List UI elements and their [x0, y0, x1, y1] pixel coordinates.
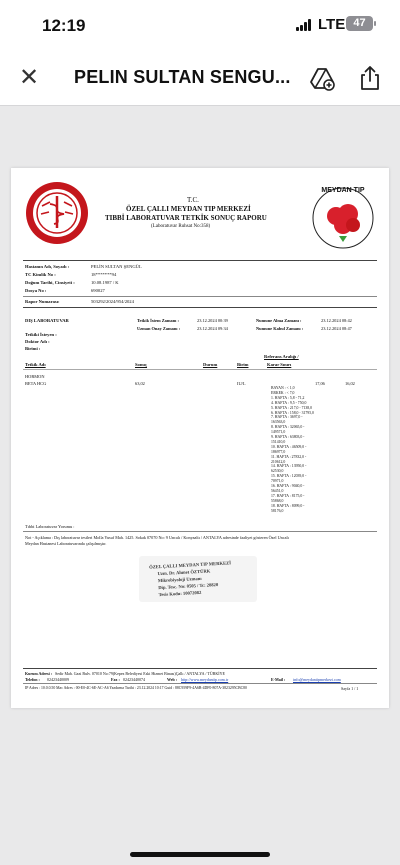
home-indicator[interactable]: [130, 852, 270, 857]
note-line-1: Not - Açıklama : Dış laboratuvar testleri Molla Yusuf Mah. 1425. Sokak 07070 No: 9 Uncalı / Konyaaltı / ANTALYA adresinde faaliyet gösteren Özel Uncalı: [25, 535, 289, 540]
sample-take-label: Numune Alma Zamanı :: [256, 318, 302, 323]
clock: 12:19: [42, 16, 86, 35]
stamp-line: Uzm. Dr. Ahmet ÖZTÜRK: [157, 568, 211, 577]
reference-range-line: 55868,0: [271, 498, 284, 503]
test-group: HORMON: [25, 374, 45, 379]
reference-range-line: 58176,0: [271, 508, 284, 513]
email-link[interactable]: info@meydantipmerkezi.com: [293, 677, 341, 682]
share-icon[interactable]: [356, 64, 384, 92]
stamp-line: Dip. Tesc. No: 0505 / Tc: 28820: [158, 582, 219, 591]
sample-accept-label: Numune Kabul Zamanı :: [256, 326, 304, 331]
reference-range-line: 10. HAFTA : 46509,0 -: [271, 444, 307, 449]
address-value: Sedir Mah. Gazi Bulv. 07010 No:79(Kepez Belediyesi Eski Hizmet Binası)Çallı / ANTALYA / TÜRKİYE: [55, 671, 225, 676]
stamp-line: ÖZEL ÇALLI MEYDAN TIP MERKEZİ: [149, 560, 232, 570]
reference-range-line: 62530,0: [271, 469, 284, 474]
ref-high: 16,02: [345, 381, 355, 386]
reference-range-line: 1. HAFTA : 5,8 - 71,2: [271, 395, 305, 400]
reference-range-line: 15. HAFTA : 12039,0 -: [271, 474, 307, 479]
reference-range-line: 14. HAFTA : 13950,0 -: [271, 464, 307, 469]
tc-value: 18*******94: [91, 272, 117, 277]
reference-range-line: 5. HAFTA : 217,0 - 7138,0: [271, 405, 313, 410]
unit-label: Birimi :: [25, 346, 41, 351]
reference-range-line: 163563,0: [271, 420, 286, 425]
reference-range-line: BAYAN : < 1,0: [271, 386, 295, 390]
license-number: (Laboratuvar Ruhsat No:358): [151, 224, 211, 229]
clinic-logo: [303, 178, 383, 252]
col-test-name: Tetkik Adı: [25, 362, 46, 367]
reference-range-line: 4. HAFTA : 9,5 - 750,0: [271, 400, 307, 405]
col-ref-2: Karar Sınırı: [267, 362, 292, 367]
col-result: Sonuç: [135, 362, 148, 367]
phone-value: 02423440009: [47, 677, 69, 682]
approve-time-label: Uzman Onay Zamanı :: [137, 326, 181, 331]
col-status: Durum: [203, 362, 218, 367]
reference-range-line: ERKEK : < 7,0: [271, 390, 295, 395]
request-time: 23.12.2024 00:39: [197, 318, 228, 323]
print-info: IP Adres : 10.0.0.50 Mac Adres : 00-E0-4C-6E-AC-A6 Yazdırma Tarihi : 23.12.2024 10:17 Guid : 88C959F9-4A6B-4DF0-807A-3823295CBC80: [25, 686, 247, 690]
patient-name-label: Hastanın Adı, Soyadı :: [25, 264, 70, 269]
reference-range-line: 70971,0: [271, 479, 284, 484]
reference-range-line: 6. HAFTA : 158,0 - 31795,0: [271, 410, 314, 415]
file-value: 690027: [91, 288, 105, 293]
test-result: 63,02: [135, 381, 145, 386]
tc-label: TC Kimlik No :: [25, 272, 56, 277]
fax-value: 02423440074: [123, 677, 145, 682]
reference-range-line: 56451,0: [271, 488, 284, 493]
status-bar: [0, 0, 400, 52]
birth-value: 10.08.1987 / K: [91, 280, 119, 285]
document-title: PELIN SULTAN SENGU...: [74, 67, 291, 87]
approve-time: 23.12.2024 09:34: [197, 326, 228, 331]
reference-range-line: 16. HAFTA : 9040,0 -: [271, 484, 305, 488]
requester-label: Tetkiki İsteyen :: [25, 332, 57, 337]
request-time-label: Tetkik İstem Zamanı :: [137, 318, 179, 323]
report-tc: T.C.: [187, 196, 199, 204]
reference-range-line: 17. HAFTA : 8175,0 -: [271, 493, 305, 498]
network-label: LTE: [318, 16, 346, 33]
center-name: ÖZEL ÇALLI MEYDAN TIP MERKEZİ: [126, 205, 251, 213]
file-label: Dosya No :: [25, 288, 47, 293]
phone-label: Telefon :: [25, 677, 40, 682]
web-link[interactable]: http://www.meydantip.com.tr: [181, 677, 229, 682]
col-unit: Birim: [237, 362, 249, 367]
stamp-line: Tesis Kodu: 10072082: [158, 589, 202, 598]
reference-range-line: 186977,0: [271, 449, 286, 454]
test-unit: IU/L: [237, 381, 246, 386]
doctor-label: Doktor Adı :: [25, 339, 50, 344]
close-icon[interactable]: ✕: [18, 64, 40, 91]
signal-icon: [296, 19, 314, 31]
svg-text:MEYDAN TIP: MEYDAN TIP: [321, 187, 365, 194]
ministry-of-health-logo: [24, 180, 90, 246]
lab-report-page: [11, 168, 389, 708]
page-number: Sayfa 1 / 1: [341, 686, 359, 691]
ref-low: 17,06: [315, 381, 325, 386]
test-name: BETA HCG: [25, 381, 47, 386]
drive-add-icon[interactable]: [308, 64, 336, 92]
report-title: TIBBİ LABORATUVAR TETKİK SONUÇ RAPORU: [105, 214, 267, 222]
comment-label: Tıbbi Laboratuvar Yorumu :: [25, 524, 75, 529]
battery-icon: 47: [346, 16, 373, 31]
email-label: E-Mail :: [271, 677, 286, 682]
report-number-label: Rapor Numarası:: [25, 299, 60, 304]
reference-range-line: 8. HAFTA : 32065,0 -: [271, 425, 305, 430]
sample-accept-time: 23.12.2024 08:47: [321, 326, 352, 331]
address-label: Kurum Adresi :: [25, 671, 53, 676]
reference-range-line: 149571,0: [271, 430, 286, 435]
reference-range-line: 9. HAFTA : 63803,0 -: [271, 435, 305, 439]
patient-name: PELİN SULTAN ŞENGÜL: [91, 264, 142, 269]
web-label: Web :: [167, 677, 178, 682]
report-number: 503292/2024/954/2024: [91, 299, 134, 304]
doctor-stamp: [139, 556, 257, 602]
lab-section-title: DIŞ LABORATUVAR: [25, 318, 69, 323]
fax-label: Fax :: [111, 677, 120, 682]
top-nav-bar: [0, 52, 400, 106]
birth-label: Doğum Tarihi, Cinsiyeti :: [25, 280, 75, 285]
sample-take-time: 23.12.2024 08:42: [321, 318, 352, 323]
reference-range-line: 7. HAFTA : 3697,0 -: [271, 415, 303, 420]
note-line-2: Meydan Hastanesi Laboratuvarında çalışılmıştır.: [25, 541, 107, 546]
reference-range-line: 151410,0: [271, 439, 286, 444]
reference-range-line: 18. HAFTA : 8099,0 -: [271, 503, 305, 508]
reference-range-line: 11. HAFTA : 27832,0 -: [271, 454, 307, 459]
reference-range-line: 210612,0: [271, 459, 286, 464]
stamp-line: Mikrobiyoloji Uzmanı: [157, 575, 202, 584]
col-ref-1: Referans Aralığı /: [264, 354, 299, 359]
